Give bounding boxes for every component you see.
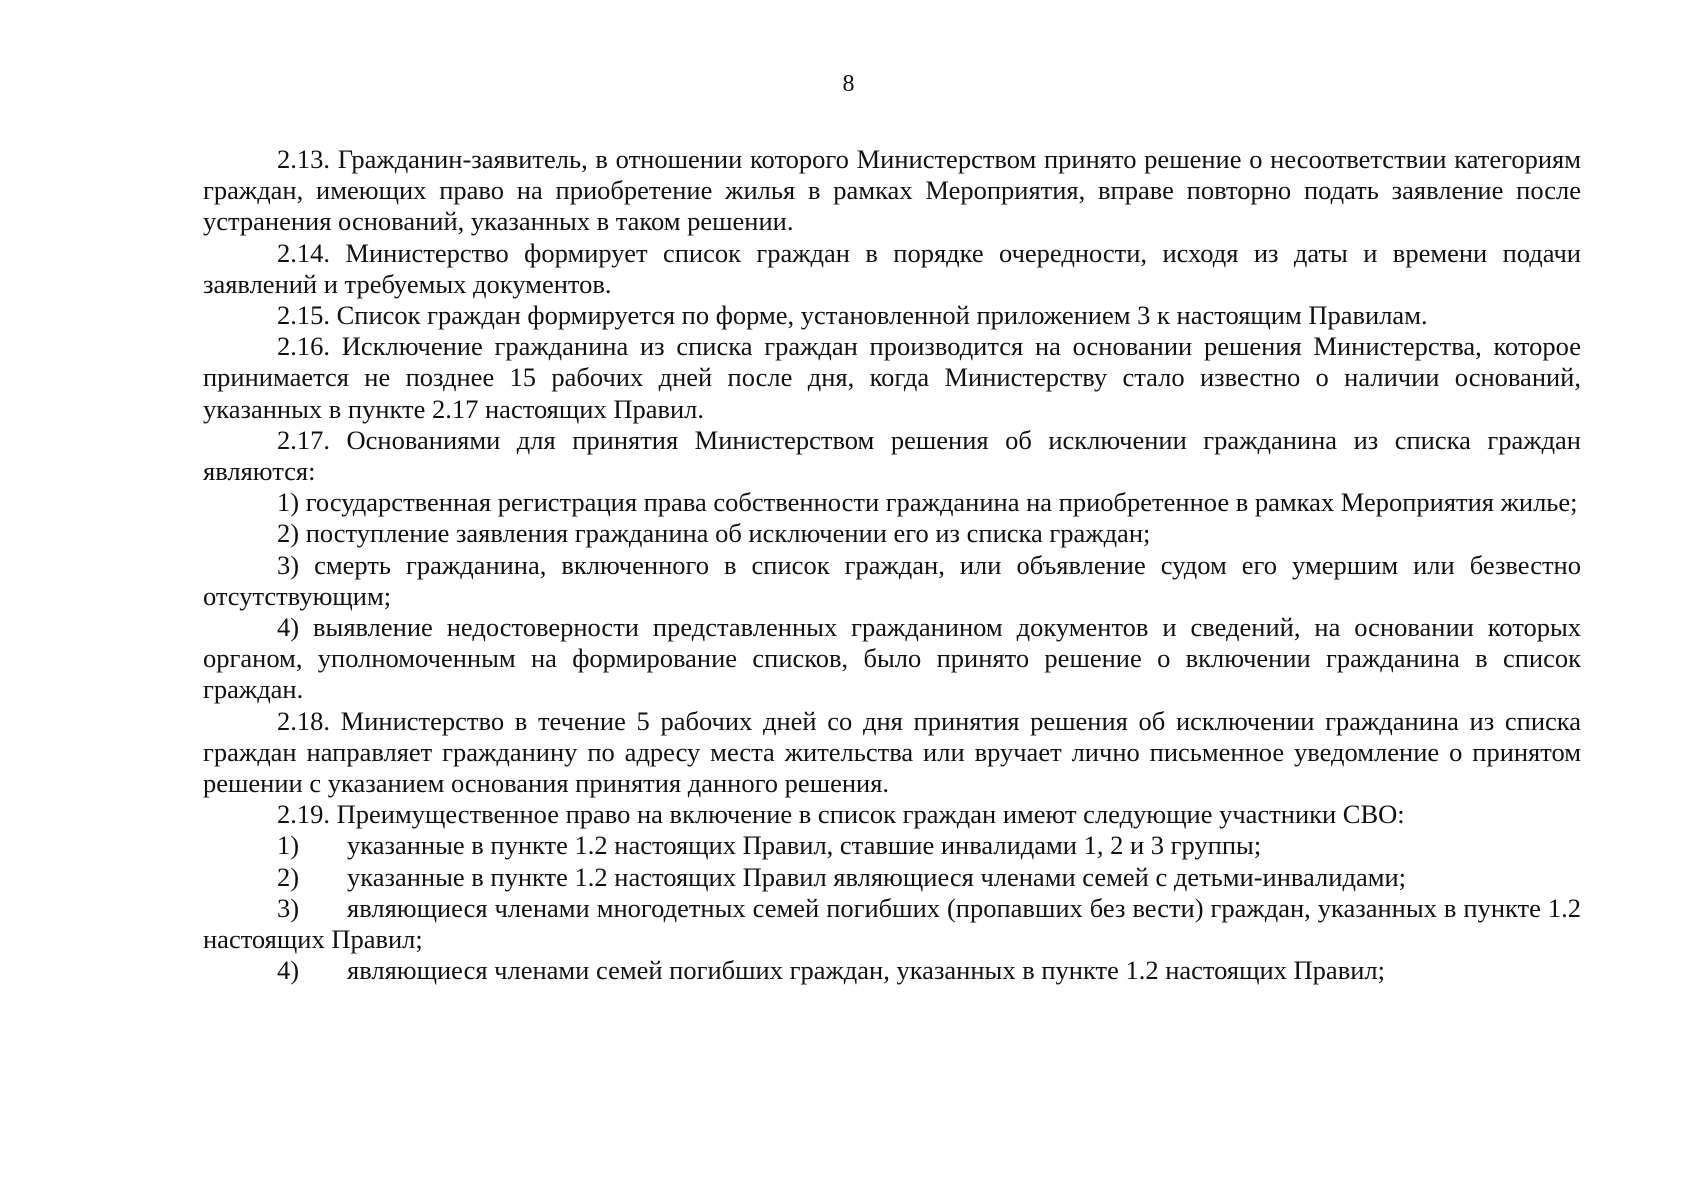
document-body	[203, 144, 1581, 986]
priority-item-text: являющиеся членами семей погибших граждан, указанных в пункте 1.2 настоящих Правил;	[347, 955, 1385, 986]
paragraph-2-17: 2.17. Основаниями для принятия Министерством решения об исключении гражданина из списка граждан являются:	[203, 424, 1581, 487]
priority-item-3	[203, 893, 1581, 955]
paragraph-2-17-item-1: 1) государственная регистрация права собственности гражданина на приобретенное в рамках Мероприятия жилье;	[277, 487, 1578, 518]
paragraph-2-18: 2.18. Министерство в течение 5 рабочих дней со дня принятия решения об исключении гражданина из списка граждан направляет гражданину по адресу места жительства или вручает лично письменное уведомление о принятом решении с указанием основания принятия данного решения.	[203, 705, 1581, 799]
priority-item-number: 1)	[277, 830, 300, 861]
priority-item-4	[203, 955, 1581, 986]
priority-item-number: 2)	[277, 861, 300, 892]
paragraph-2-17-item-2: 2) поступление заявления гражданина об исключении его из списка граждан;	[277, 518, 1151, 549]
paragraph-2-17-item-3: 3) смерть гражданина, включенного в список граждан, или объявление судом его умершим или безвестно отсутствующим;	[203, 549, 1581, 611]
priority-item-1	[203, 830, 1581, 861]
page-number: 8	[842, 71, 855, 97]
paragraph-2-16: 2.16. Исключение гражданина из списка граждан производится на основании решения Министерства, которое принимается не позднее 15 рабочих дней после дня, когда Министерству стало известно о наличии оснований, указанных в пункте 2.17 настоящих Правил.	[203, 331, 1581, 424]
priority-item-2	[203, 862, 1581, 893]
paragraph-2-13: 2.13. Гражданин-заявитель, в отношении которого Министерством принято решение о несоответствии категориям граждан, имеющих право на приобретение жилья в рамках Мероприятия, вправе повторно подать заявление после устранения оснований, указанных в таком решении.	[203, 144, 1581, 237]
priority-item-number: 4)	[277, 955, 300, 986]
priority-item-text: указанные в пункте 1.2 настоящих Правил, ставшие инвалидами 1, 2 и 3 группы;	[347, 830, 1262, 861]
priority-item-text: являющиеся членами многодетных семей погибших (пропавших без вести) граждан, указанных в пункте 1.2 настоящих Правил;	[203, 892, 1581, 955]
paragraph-2-19: 2.19. Преимущественное право на включение в список граждан имеют следующие участники СВО:	[277, 799, 1405, 830]
paragraph-2-15: 2.15. Список граждан формируется по форме, установленной приложением 3 к настоящим Правилам.	[277, 300, 1428, 331]
priority-item-number: 3)	[277, 892, 300, 923]
paragraph-2-17-item-4: 4) выявление недостоверности представленных гражданином документов и сведений, на основании которых органом, уполномоченным на формирование списков, было принято решение о включении гражданина в список граждан.	[203, 612, 1581, 705]
priority-item-text: указанные в пункте 1.2 настоящих Правил являющиеся членами семей с детьми-инвалидами;	[347, 861, 1407, 892]
paragraph-2-14: 2.14. Министерство формирует список граждан в порядке очередности, исходя из даты и времени подачи заявлений и требуемых документов.	[203, 237, 1581, 299]
